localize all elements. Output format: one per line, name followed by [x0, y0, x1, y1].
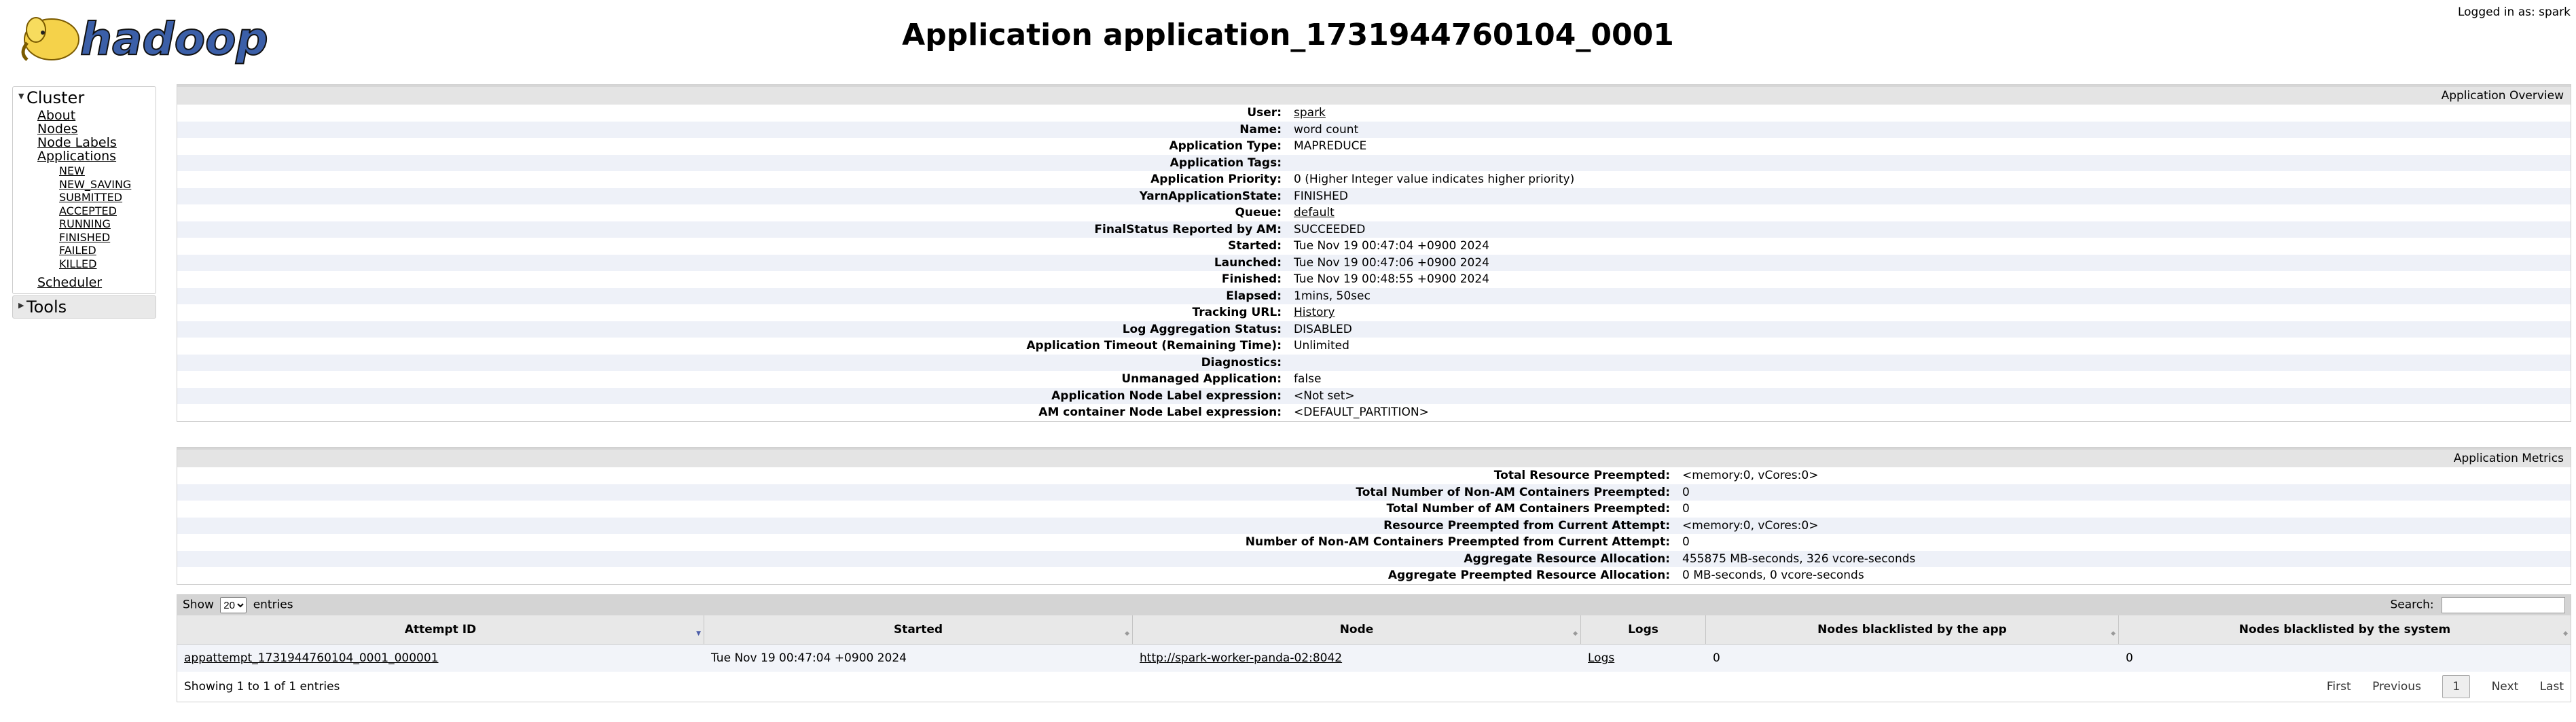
info-value: Unlimited [1294, 339, 1349, 353]
info-key: User: [1247, 106, 1282, 120]
info-value: SUCCEEDED [1294, 222, 1366, 236]
table-row [177, 645, 2571, 672]
logged-in-user: Logged in as: spark [2457, 5, 2571, 19]
info-key: Aggregate Resource Allocation: [1464, 552, 1670, 566]
col-node[interactable] [1133, 615, 1581, 644]
info-row [177, 338, 2571, 355]
info-key: Application Node Label expression: [1051, 389, 1282, 403]
sidebar-item-about[interactable]: About [37, 108, 76, 123]
col-label: Started [893, 623, 943, 636]
col-label: Node [1339, 623, 1374, 636]
info-key: Started: [1228, 239, 1282, 253]
info-value: Tue Nov 19 00:47:04 +0900 2024 [1294, 239, 1489, 253]
info-row [177, 467, 2571, 484]
info-row [177, 138, 2571, 155]
info-value-link[interactable]: History [1294, 306, 1335, 320]
info-key: Finished: [1221, 272, 1282, 287]
show-label: Show [183, 598, 214, 612]
info-key: YarnApplicationState: [1139, 189, 1282, 203]
info-row [177, 371, 2571, 388]
table-footer [177, 672, 2571, 702]
current-page-button[interactable]: 1 [2442, 675, 2470, 698]
application-overview-panel [177, 84, 2571, 422]
info-value: 0 MB-seconds, 0 vcore-seconds [1682, 568, 1864, 583]
sidebar [12, 86, 156, 319]
first-page-button[interactable]: First [2326, 680, 2351, 693]
info-key: FinalStatus Reported by AM: [1094, 222, 1282, 236]
info-value: Tue Nov 19 00:47:06 +0900 2024 [1294, 255, 1489, 270]
attempt-id-link[interactable]: appattempt_1731944760104_0001_000001 [184, 651, 439, 665]
expand-triangle-icon: ▶ [18, 301, 24, 310]
pagination [2309, 675, 2564, 698]
search-input[interactable] [2442, 597, 2565, 613]
info-key: Number of Non-AM Containers Preempted from Current Attempt: [1245, 535, 1670, 549]
info-value: 0 (Higher Integer value indicates higher priority) [1294, 173, 1575, 187]
info-row [177, 155, 2571, 172]
info-value-link[interactable]: default [1294, 206, 1335, 220]
info-value: 0 [1682, 535, 1690, 549]
info-key: Queue: [1235, 206, 1282, 220]
info-row [177, 355, 2571, 372]
info-value: word count [1294, 122, 1359, 137]
next-page-button[interactable]: Next [2491, 680, 2519, 693]
info-row [177, 171, 2571, 188]
info-row [177, 204, 2571, 221]
info-value: FINISHED [1294, 189, 1348, 203]
info-value: MAPREDUCE [1294, 139, 1367, 154]
app-state-running[interactable]: RUNNING [59, 217, 111, 230]
tools-section [12, 295, 156, 319]
previous-page-button[interactable]: Previous [2372, 680, 2421, 693]
info-key: Aggregate Preempted Resource Allocation: [1387, 568, 1670, 583]
overview-heading: Application Overview [177, 85, 2571, 105]
info-row [177, 551, 2571, 568]
table-info: Showing 1 to 1 of 1 entries [184, 680, 340, 693]
sidebar-item-scheduler[interactable]: Scheduler [37, 275, 103, 290]
sort-icon: ◆ [2111, 630, 2116, 637]
app-state-submitted[interactable]: SUBMITTED [59, 191, 123, 204]
info-row [177, 122, 2571, 139]
application-metrics-panel [177, 447, 2571, 585]
app-state-new-saving[interactable]: NEW_SAVING [59, 177, 132, 191]
info-value-link[interactable]: spark [1294, 106, 1326, 120]
metrics-heading: Application Metrics [177, 448, 2571, 467]
info-key: Launched: [1214, 255, 1282, 270]
info-key: Log Aggregation Status: [1122, 322, 1282, 336]
info-key: Application Priority: [1150, 173, 1282, 187]
col-label: Nodes blacklisted by the system [2238, 623, 2451, 636]
info-key: Resource Preempted from Current Attempt: [1383, 518, 1670, 533]
info-key: Total Number of AM Containers Preempted: [1386, 502, 1670, 516]
info-row [177, 501, 2571, 518]
info-row [177, 321, 2571, 338]
info-value: false [1294, 372, 1322, 386]
info-row [177, 238, 2571, 255]
logs-link[interactable]: Logs [1588, 651, 1615, 665]
info-row [177, 188, 2571, 205]
info-row [177, 388, 2571, 405]
cluster-header[interactable] [13, 87, 156, 109]
info-key: Total Number of Non-AM Containers Preempted: [1356, 485, 1670, 499]
sort-desc-icon: ▼ [696, 630, 701, 637]
entries-label: entries [253, 598, 293, 612]
table-toolbar [177, 595, 2571, 615]
info-value: <Not set> [1294, 389, 1355, 403]
sort-icon: ◆ [1125, 630, 1129, 637]
info-value: <memory:0, vCores:0> [1682, 469, 1819, 483]
sidebar-item-node-labels[interactable]: Node Labels [37, 135, 117, 150]
info-row [177, 221, 2571, 238]
info-key: Application Tags: [1169, 156, 1282, 170]
col-attempt-id[interactable] [177, 615, 704, 644]
info-value: 0 [1682, 485, 1690, 499]
table-header [177, 615, 2571, 645]
info-row [177, 304, 2571, 321]
sidebar-item-applications[interactable]: Applications [37, 149, 117, 164]
app-state-killed[interactable]: KILLED [59, 257, 97, 270]
sidebar-item-nodes[interactable]: Nodes [37, 122, 78, 137]
col-blacklisted-system[interactable] [2119, 615, 2571, 644]
search-label: Search: [2390, 598, 2434, 612]
cluster-label: Cluster [26, 88, 85, 107]
info-row [177, 534, 2571, 551]
tools-header[interactable] [13, 296, 156, 318]
info-row [177, 271, 2571, 288]
attempt-started: Tue Nov 19 00:47:04 +0900 2024 [711, 651, 907, 665]
info-value: 0 [1682, 502, 1690, 516]
cluster-section [12, 86, 156, 294]
page-size-select[interactable] [220, 597, 247, 613]
info-value: <DEFAULT_PARTITION> [1294, 405, 1429, 420]
blacklisted-app-count: 0 [1713, 651, 1720, 665]
info-value: <memory:0, vCores:0> [1682, 518, 1819, 533]
sort-icon: ◆ [1573, 630, 1578, 637]
info-key: Unmanaged Application: [1121, 372, 1282, 386]
info-key: Diagnostics: [1201, 355, 1282, 369]
info-row [177, 518, 2571, 535]
info-key: Name: [1239, 122, 1282, 137]
col-started[interactable] [704, 615, 1133, 644]
info-key: Application Timeout (Remaining Time): [1026, 339, 1282, 353]
app-state-failed[interactable]: FAILED [59, 244, 96, 257]
col-label: Nodes blacklisted by the app [1817, 623, 2007, 636]
info-value: DISABLED [1294, 322, 1352, 336]
app-state-new[interactable]: NEW [59, 164, 85, 177]
col-label: Logs [1628, 623, 1658, 636]
node-link[interactable]: http://spark-worker-panda-02:8042 [1140, 651, 1343, 665]
info-key: Tracking URL: [1192, 306, 1282, 320]
tools-label: Tools [26, 297, 67, 317]
app-state-finished[interactable]: FINISHED [59, 230, 111, 244]
info-key: Total Resource Preempted: [1493, 469, 1670, 483]
col-label: Attempt ID [404, 623, 477, 636]
info-value: 1mins, 50sec [1294, 289, 1371, 303]
col-blacklisted-app[interactable] [1706, 615, 2119, 644]
info-value: Tue Nov 19 00:48:55 +0900 2024 [1294, 272, 1489, 287]
collapse-triangle-icon: ▼ [18, 92, 24, 101]
info-row [177, 484, 2571, 501]
attempts-table [177, 594, 2571, 702]
col-logs[interactable] [1581, 615, 1706, 644]
info-row [177, 404, 2571, 421]
info-key: Elapsed: [1226, 289, 1282, 303]
page-title: Application application_1731944760104_0001 [902, 18, 1674, 52]
info-row [177, 255, 2571, 272]
info-value: 455875 MB-seconds, 326 vcore-seconds [1682, 552, 1916, 566]
app-state-accepted[interactable]: ACCEPTED [59, 204, 117, 217]
info-row [177, 105, 2571, 122]
last-page-button[interactable]: Last [2539, 680, 2564, 693]
info-key: Application Type: [1169, 139, 1282, 154]
blacklisted-system-count: 0 [2126, 651, 2133, 665]
sort-icon: ◆ [2563, 630, 2568, 637]
info-row [177, 567, 2571, 584]
logo-text: hadoop [80, 13, 268, 65]
info-key: AM container Node Label expression: [1038, 405, 1282, 420]
info-row [177, 288, 2571, 305]
